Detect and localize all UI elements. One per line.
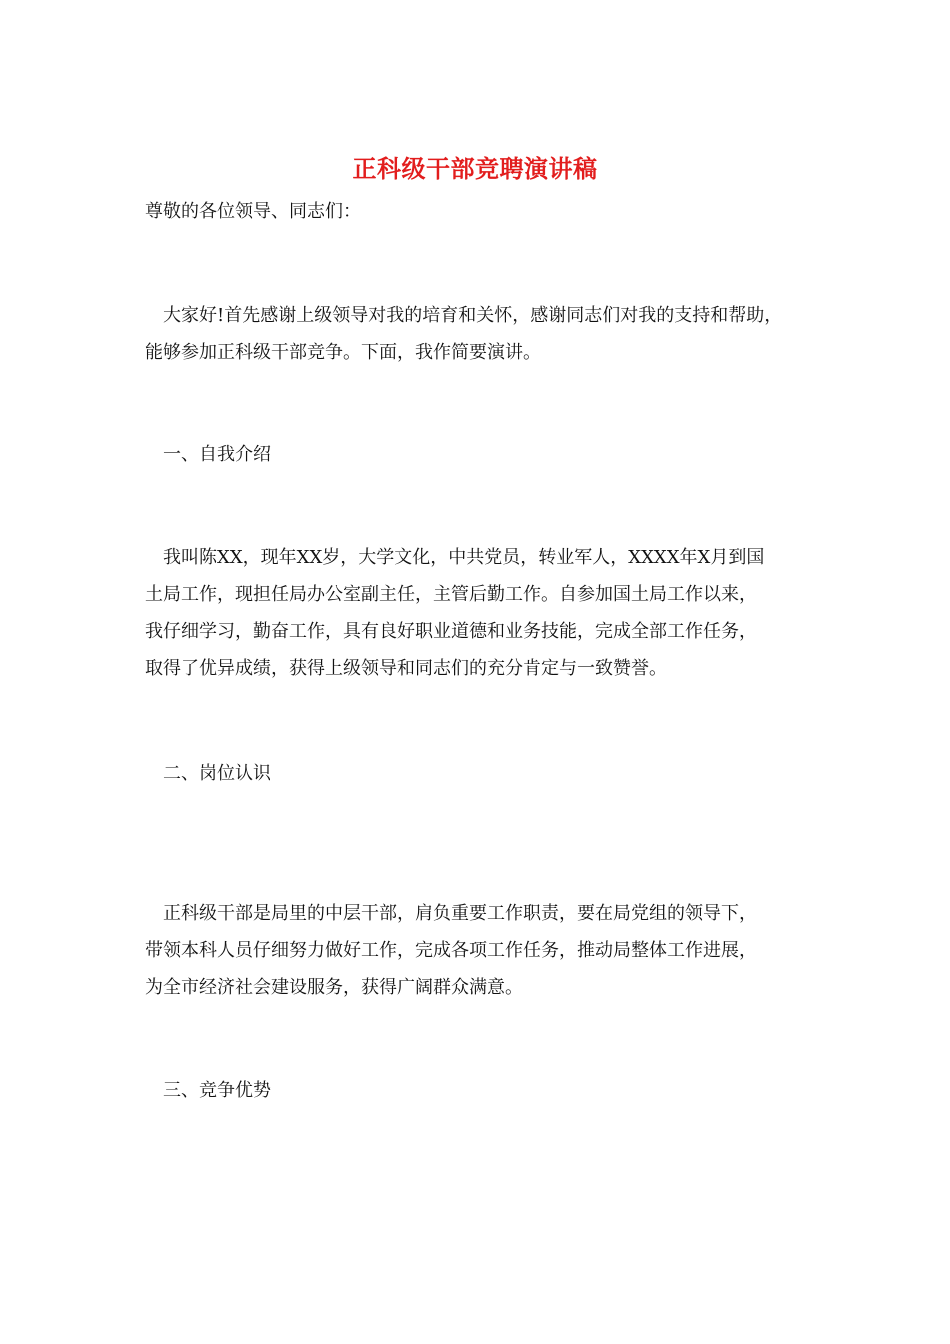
paragraph-2-line-2: 土局工作，现担任局办公室副主任，主管后勤工作。自参加国土局工作以来，: [145, 584, 757, 605]
salutation: 尊敬的各位领导、同志们：: [145, 201, 361, 222]
paragraph-3-line-1: 正科级干部是局里的中层干部，肩负重要工作职责，要在局党组的领导下，: [163, 903, 757, 924]
paragraph-2-line-3: 我仔细学习，勤奋工作，具有良好职业道德和业务技能，完成全部工作任务，: [145, 621, 757, 642]
section-heading-position-understanding: 二、岗位认识: [163, 763, 271, 784]
section-heading-competitive-advantage: 三、竞争优势: [163, 1080, 271, 1101]
paragraph-1-line-1: 大家好!首先感谢上级领导对我的培育和关怀，感谢同志们对我的支持和帮助，: [163, 305, 783, 326]
paragraph-1-line-2: 能够参加正科级干部竞争。下面，我作简要演讲。: [145, 342, 541, 363]
document-title: 正科级干部竞聘演讲稿: [352, 154, 598, 183]
paragraph-3-line-2: 带领本科人员仔细努力做好工作，完成各项工作任务，推动局整体工作进展，: [145, 940, 757, 961]
paragraph-2-line-4: 取得了优异成绩，获得上级领导和同志们的充分肯定与一致赞誉。: [145, 658, 667, 679]
paragraph-2-line-1: 我叫陈XX，现年XX岁，大学文化，中共党员，转业军人，XXXX年X月到国: [163, 547, 765, 568]
paragraph-3-line-3: 为全市经济社会建设服务，获得广阔群众满意。: [145, 977, 523, 998]
section-heading-self-introduction: 一、自我介绍: [163, 444, 271, 465]
